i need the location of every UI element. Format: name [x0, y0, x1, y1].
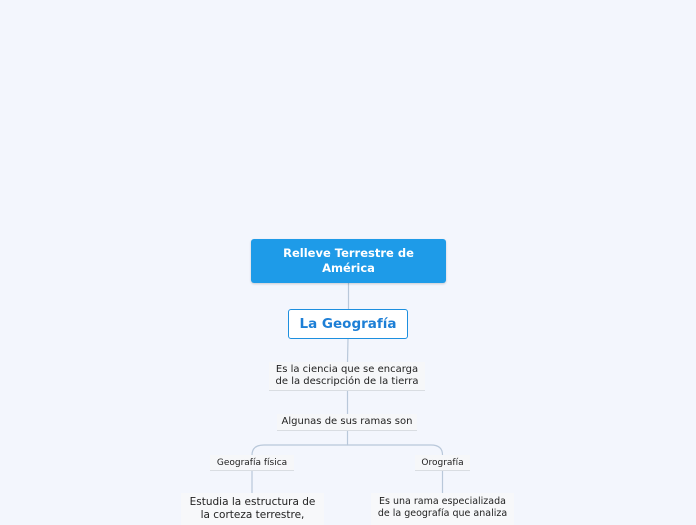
connector-main-to-definition: [348, 339, 349, 362]
definition-label: Es la ciencia que se encarga de la descripción de la tierra: [275, 364, 419, 387]
geografia-fisica-detail-label: Estudia la estructura de la corteza terrestre,: [189, 496, 316, 521]
central-topic-node[interactable]: [251, 239, 446, 283]
branch-geografia-fisica-node[interactable]: [210, 455, 294, 471]
connector-branches-intro-to-geografia-fisica: [252, 431, 348, 455]
branch-orografia-node[interactable]: [415, 455, 470, 471]
orografia-detail-node[interactable]: [371, 493, 514, 525]
definition-node[interactable]: [269, 362, 425, 391]
geografia-fisica-detail-node[interactable]: [181, 493, 324, 525]
main-topic-label: La Geografía: [299, 316, 397, 332]
branch-geografia-fisica-label: Geografía física: [216, 457, 288, 468]
branch-orografia-label: Orografía: [421, 457, 464, 468]
branches-intro-label: Algunas de sus ramas son: [281, 416, 413, 427]
connector-branches-intro-to-orografia: [348, 445, 443, 455]
orografia-detail-label: Es una rama especializada de la geografía que analiza: [377, 496, 508, 519]
main-topic-node[interactable]: [288, 309, 408, 339]
central-topic-label: Relleve Terrestre de América: [283, 246, 414, 275]
branches-intro-node[interactable]: [277, 414, 417, 431]
